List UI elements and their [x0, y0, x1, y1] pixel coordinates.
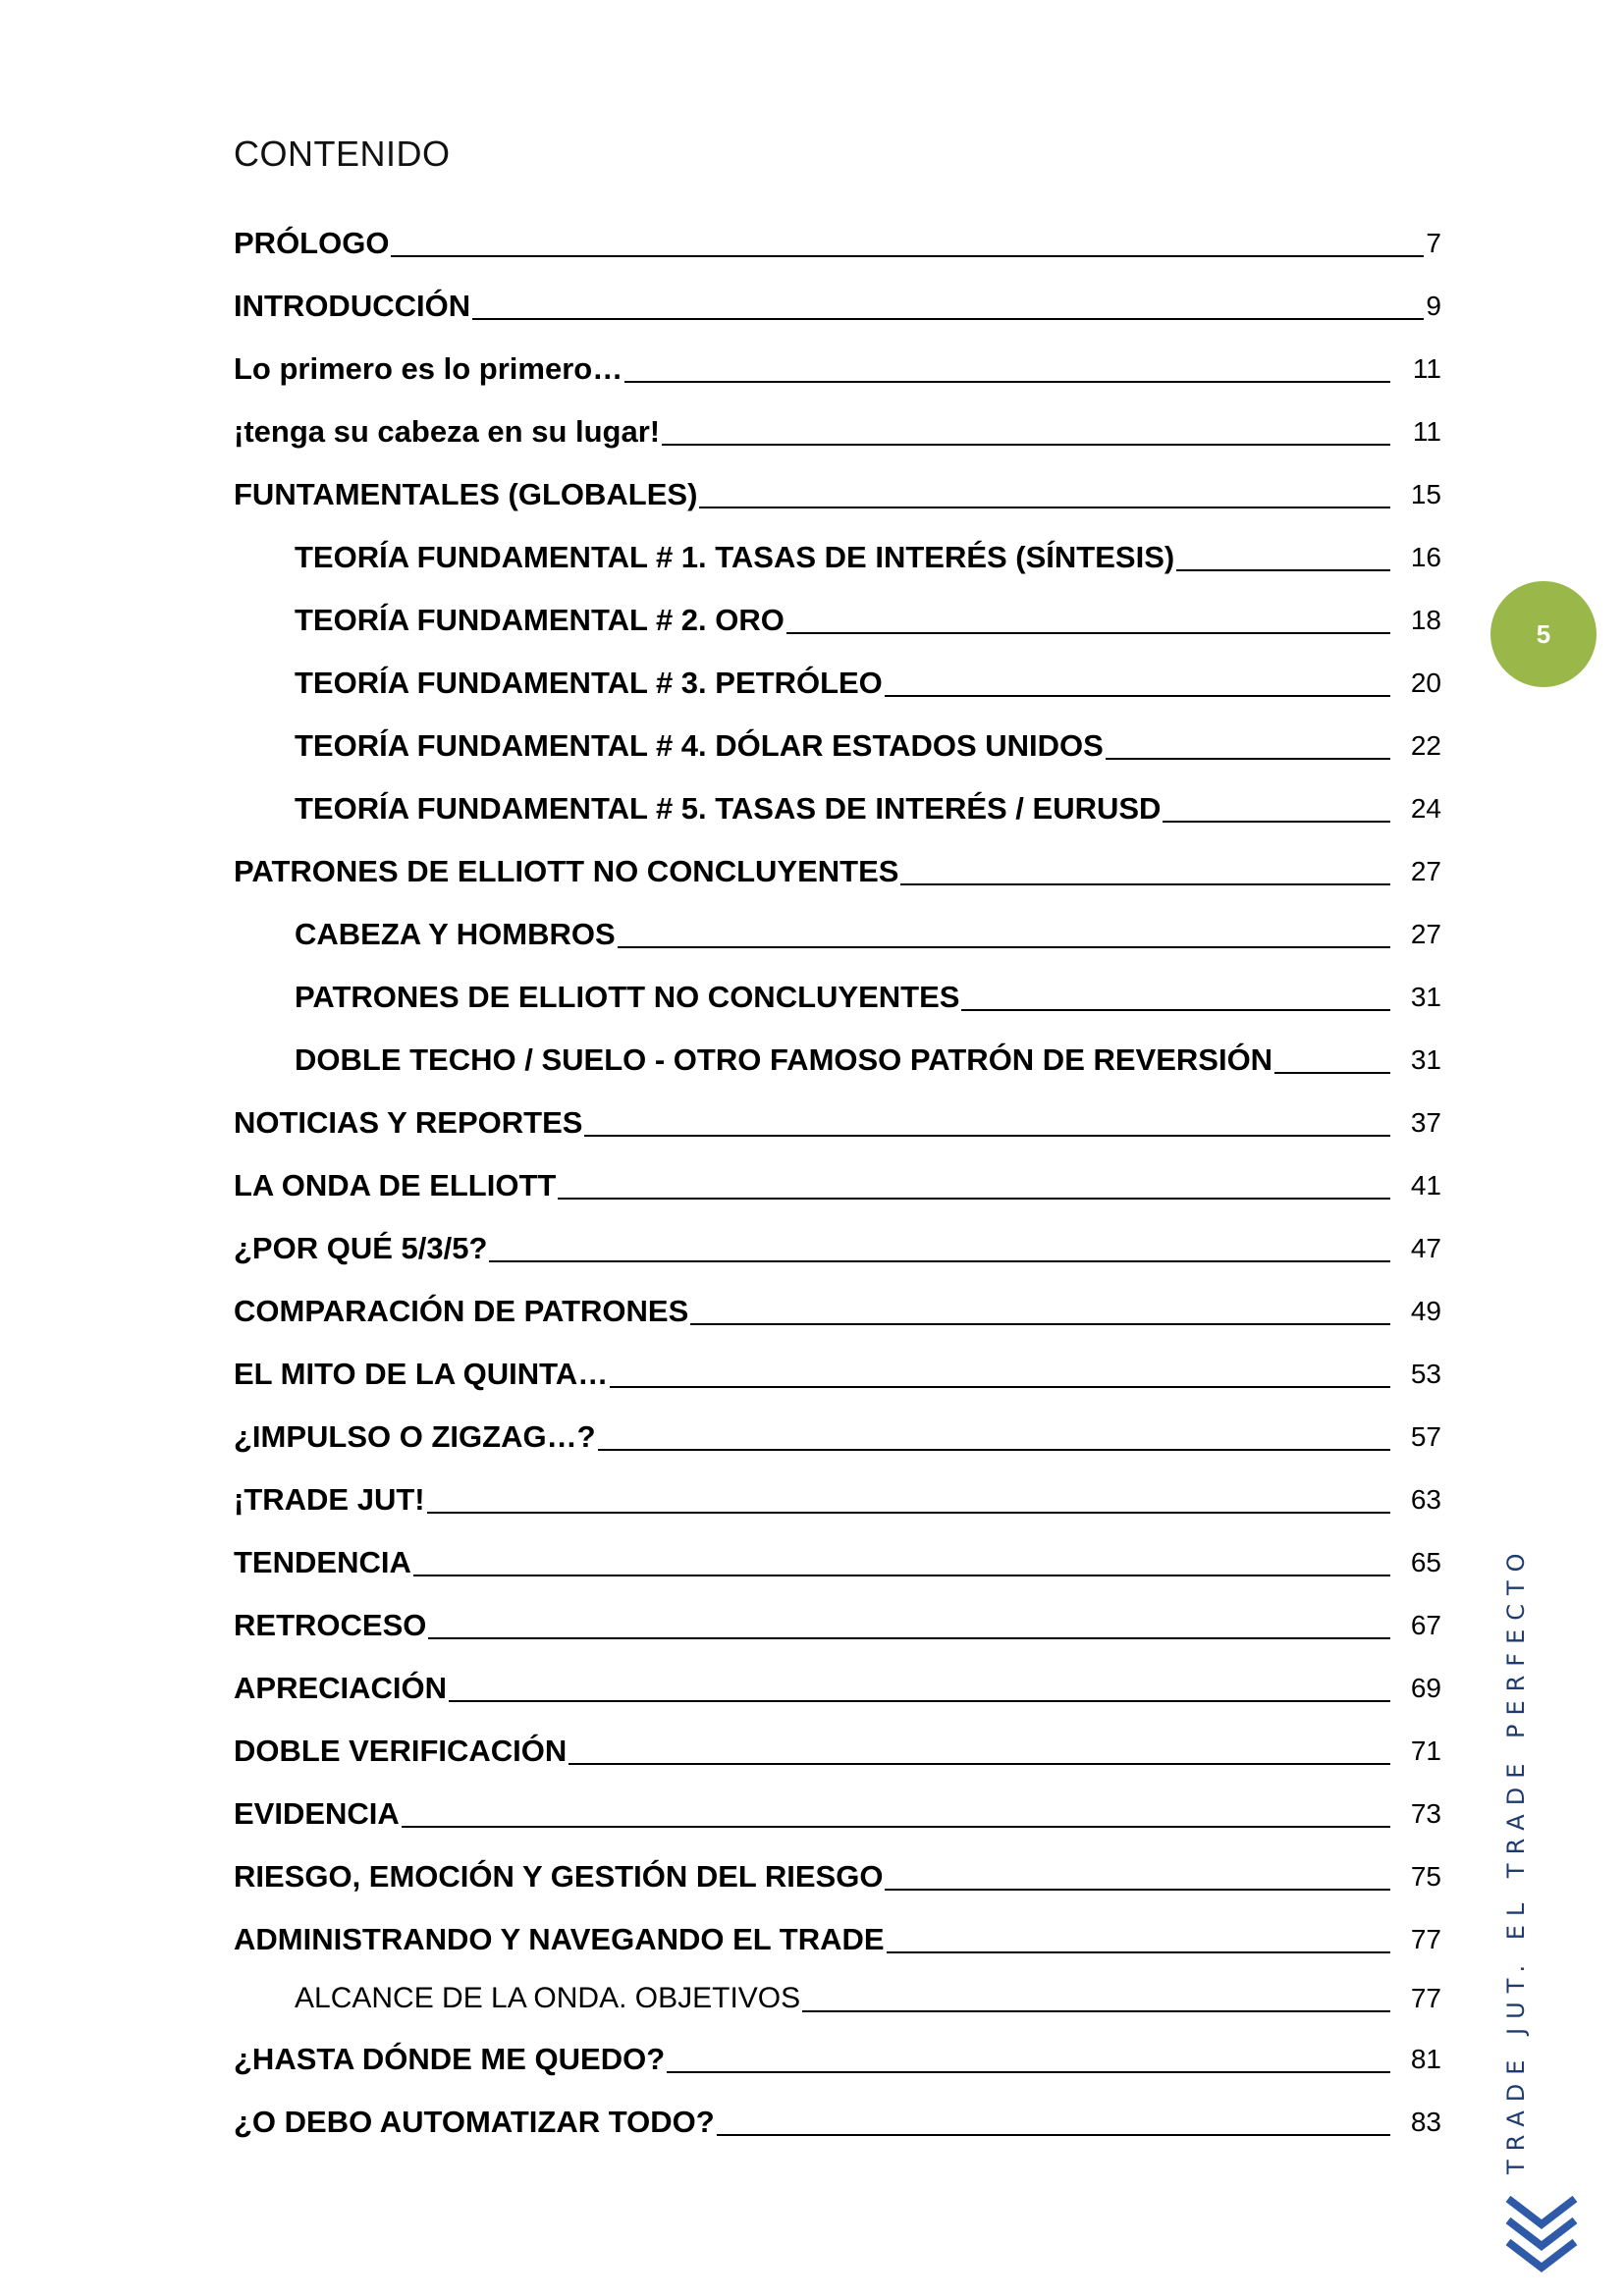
- toc-entry[interactable]: [234, 1598, 1441, 1645]
- toc-entry-page: 15: [1410, 479, 1441, 509]
- dot-leader: [699, 506, 1390, 508]
- toc-entry-page: 63: [1410, 1484, 1441, 1515]
- toc-entry[interactable]: [234, 1347, 1441, 1394]
- toc-entry[interactable]: [234, 279, 1441, 326]
- toc-entry-page: 20: [1410, 667, 1441, 698]
- toc-entry-page: 18: [1410, 605, 1441, 635]
- dot-leader: [690, 1322, 1390, 1325]
- toc-entry-page: 9: [1426, 291, 1441, 321]
- toc-entry-label: DOBLE VERIFICACIÓN: [234, 1734, 568, 1768]
- toc-entry-page: 27: [1410, 856, 1441, 886]
- toc-entry-label: ¿POR QUÉ 5/3/5?: [234, 1231, 488, 1265]
- toc-entry-label: PATRONES DE ELLIOTT NO CONCLUYENTES: [234, 854, 899, 888]
- toc-subentry[interactable]: [295, 907, 1441, 954]
- toc-subentry[interactable]: [295, 781, 1441, 828]
- toc-entry[interactable]: [234, 1472, 1441, 1520]
- dot-leader: [427, 1511, 1390, 1514]
- toc-entry[interactable]: [234, 1410, 1441, 1457]
- toc-entry-page: 71: [1410, 1735, 1441, 1766]
- toc-entry-page: 77: [1410, 1983, 1441, 2013]
- toc-entry[interactable]: [234, 1724, 1441, 1771]
- toc-entry[interactable]: [234, 1661, 1441, 1708]
- toc-entry-page: 53: [1410, 1359, 1441, 1389]
- toc-entry-page: 49: [1410, 1296, 1441, 1326]
- toc-entry-label: ¿HASTA DÓNDE ME QUEDO?: [234, 2042, 666, 2076]
- toc-subentry[interactable]: [295, 530, 1441, 577]
- toc-entry-label: Lo primero es lo primero…: [234, 351, 623, 386]
- toc-entry-label: CABEZA Y HOMBROS: [295, 917, 616, 951]
- dot-leader: [802, 2009, 1390, 2012]
- dot-leader: [428, 1636, 1390, 1639]
- toc-entry-page: 83: [1410, 2107, 1441, 2137]
- toc-entry-page: 11: [1412, 353, 1441, 384]
- toc-entry[interactable]: [234, 844, 1441, 891]
- toc-entry-label: ¡TRADE JUT!: [234, 1482, 425, 1517]
- dot-leader: [584, 1134, 1390, 1137]
- page-title: CONTENIDO: [234, 133, 451, 174]
- toc-entry-label: TEORÍA FUNDAMENTAL # 1. TASAS DE INTERÉS (SÍNTESIS): [295, 540, 1175, 574]
- toc-subentry[interactable]: [295, 656, 1441, 703]
- dot-leader: [900, 882, 1390, 885]
- toc-entry-label: INTRODUCCIÓN: [234, 289, 471, 323]
- toc-entry-label: COMPARACIÓN DE PATRONES: [234, 1294, 689, 1328]
- toc-subentry[interactable]: [295, 719, 1441, 766]
- dot-leader: [1176, 568, 1390, 571]
- dot-leader: [413, 1574, 1390, 1576]
- toc-entry-label: TEORÍA FUNDAMENTAL # 5. TASAS DE INTERÉS / EURUSD: [295, 791, 1162, 826]
- toc-entry[interactable]: [234, 342, 1441, 389]
- dot-leader: [1274, 1071, 1390, 1074]
- toc-entry-page: 47: [1410, 1233, 1441, 1263]
- toc-entry-page: 65: [1410, 1547, 1441, 1577]
- page-number-badge: [1490, 581, 1597, 687]
- toc-entry-page: 37: [1410, 1107, 1441, 1138]
- toc-entry[interactable]: [234, 1284, 1441, 1331]
- toc-entry-page: 11: [1412, 416, 1441, 447]
- dot-leader: [610, 1385, 1390, 1388]
- toc-entry-page: 67: [1410, 1610, 1441, 1640]
- dot-leader: [449, 1699, 1390, 1702]
- toc-subentry[interactable]: [295, 1971, 1441, 2018]
- toc-entry-label: TENDENCIA: [234, 1545, 411, 1579]
- toc-entry-label: EVIDENCIA: [234, 1796, 400, 1831]
- toc-entry-label: EL MITO DE LA QUINTA…: [234, 1357, 609, 1391]
- dot-leader: [885, 1888, 1390, 1891]
- toc-entry-label: ¿O DEBO AUTOMATIZAR TODO?: [234, 2105, 715, 2139]
- toc-entry-page: 73: [1410, 1798, 1441, 1829]
- toc-entry[interactable]: [234, 1849, 1441, 1896]
- toc-entry-page: 31: [1410, 1044, 1441, 1075]
- toc-entry-label: ADMINISTRANDO Y NAVEGANDO EL TRADE: [234, 1922, 885, 1956]
- toc-entry-label: TEORÍA FUNDAMENTAL # 3. PETRÓLEO: [295, 666, 883, 700]
- toc-entry-page: 69: [1410, 1673, 1441, 1703]
- dot-leader: [568, 1762, 1390, 1765]
- toc-entry-label: ¡tenga su cabeza en su lugar!: [234, 414, 661, 449]
- dot-leader: [717, 2133, 1390, 2136]
- toc-entry[interactable]: [234, 2032, 1441, 2079]
- toc-subentry[interactable]: [295, 1033, 1441, 1080]
- toc-entry-page: 77: [1410, 1924, 1441, 1954]
- dot-leader: [489, 1259, 1390, 1262]
- toc-entry-page: 75: [1410, 1861, 1441, 1892]
- toc-entry[interactable]: [234, 2095, 1441, 2142]
- running-title: TRADE JUT. EL TRADE PERFECTO: [1502, 1544, 1530, 2174]
- toc-entry[interactable]: [234, 1095, 1441, 1143]
- toc-entry-label: TEORÍA FUNDAMENTAL # 4. DÓLAR ESTADOS UNIDOS: [295, 728, 1104, 763]
- dot-leader: [662, 443, 1390, 446]
- page-number: 5: [1536, 618, 1551, 649]
- dot-leader: [887, 1950, 1390, 1953]
- dot-leader: [961, 1008, 1390, 1011]
- toc-entry-page: 7: [1426, 228, 1441, 258]
- toc-entry[interactable]: [234, 467, 1441, 514]
- dot-leader: [558, 1197, 1390, 1200]
- toc-entry[interactable]: [234, 1912, 1441, 1959]
- toc-entry-label: PATRONES DE ELLIOTT NO CONCLUYENTES: [295, 980, 960, 1014]
- toc-entry[interactable]: [234, 1787, 1441, 1834]
- toc-entry[interactable]: [234, 1221, 1441, 1268]
- dot-leader: [598, 1448, 1390, 1451]
- toc-entry-page: 41: [1410, 1170, 1441, 1201]
- dot-leader: [885, 694, 1390, 697]
- toc-entry-label: NOTICIAS Y REPORTES: [234, 1105, 583, 1140]
- toc-entry[interactable]: [234, 216, 1441, 263]
- toc-entry-label: RETROCESO: [234, 1608, 427, 1642]
- toc-entry-label: FUNTAMENTALES (GLOBALES): [234, 477, 698, 511]
- toc-entry-label: APRECIACIÓN: [234, 1671, 448, 1705]
- toc-entry-label: ¿IMPULSO O ZIGZAG…?: [234, 1419, 596, 1454]
- dot-leader: [1163, 820, 1390, 823]
- dot-leader: [472, 317, 1424, 320]
- toc-subentry[interactable]: [295, 970, 1441, 1017]
- toc-entry-label: DOBLE TECHO / SUELO - OTRO FAMOSO PATRÓN DE REVERSIÓN: [295, 1042, 1273, 1077]
- toc-entry-label: ALCANCE DE LA ONDA. OBJETIVOS: [295, 1982, 801, 2014]
- toc-entry-page: 22: [1410, 730, 1441, 761]
- toc-entry-page: 16: [1410, 542, 1441, 572]
- toc-entry-page: 81: [1410, 2044, 1441, 2074]
- toc-entry-label: LA ONDA DE ELLIOTT: [234, 1168, 557, 1202]
- dot-leader: [786, 631, 1390, 634]
- toc-entry-label: RIESGO, EMOCIÓN Y GESTIÓN DEL RIESGO: [234, 1859, 884, 1894]
- toc-entry-page: 27: [1410, 919, 1441, 949]
- toc-subentry[interactable]: [295, 593, 1441, 640]
- toc-entry-label: PRÓLOGO: [234, 226, 390, 260]
- dot-leader: [1106, 757, 1390, 760]
- dot-leader: [624, 380, 1390, 383]
- dot-leader: [402, 1825, 1390, 1828]
- toc-entry[interactable]: [234, 1158, 1441, 1205]
- toc-entry-page: 24: [1410, 793, 1441, 824]
- chevron-logo-icon: [1502, 2195, 1581, 2273]
- dot-leader: [667, 2070, 1390, 2073]
- toc-entry[interactable]: [234, 404, 1441, 452]
- toc-entry-page: 57: [1410, 1421, 1441, 1452]
- toc-entry-label: TEORÍA FUNDAMENTAL # 2. ORO: [295, 603, 785, 637]
- dot-leader: [391, 254, 1424, 257]
- toc-entry-page: 31: [1410, 982, 1441, 1012]
- toc-entry[interactable]: [234, 1535, 1441, 1582]
- dot-leader: [618, 945, 1390, 948]
